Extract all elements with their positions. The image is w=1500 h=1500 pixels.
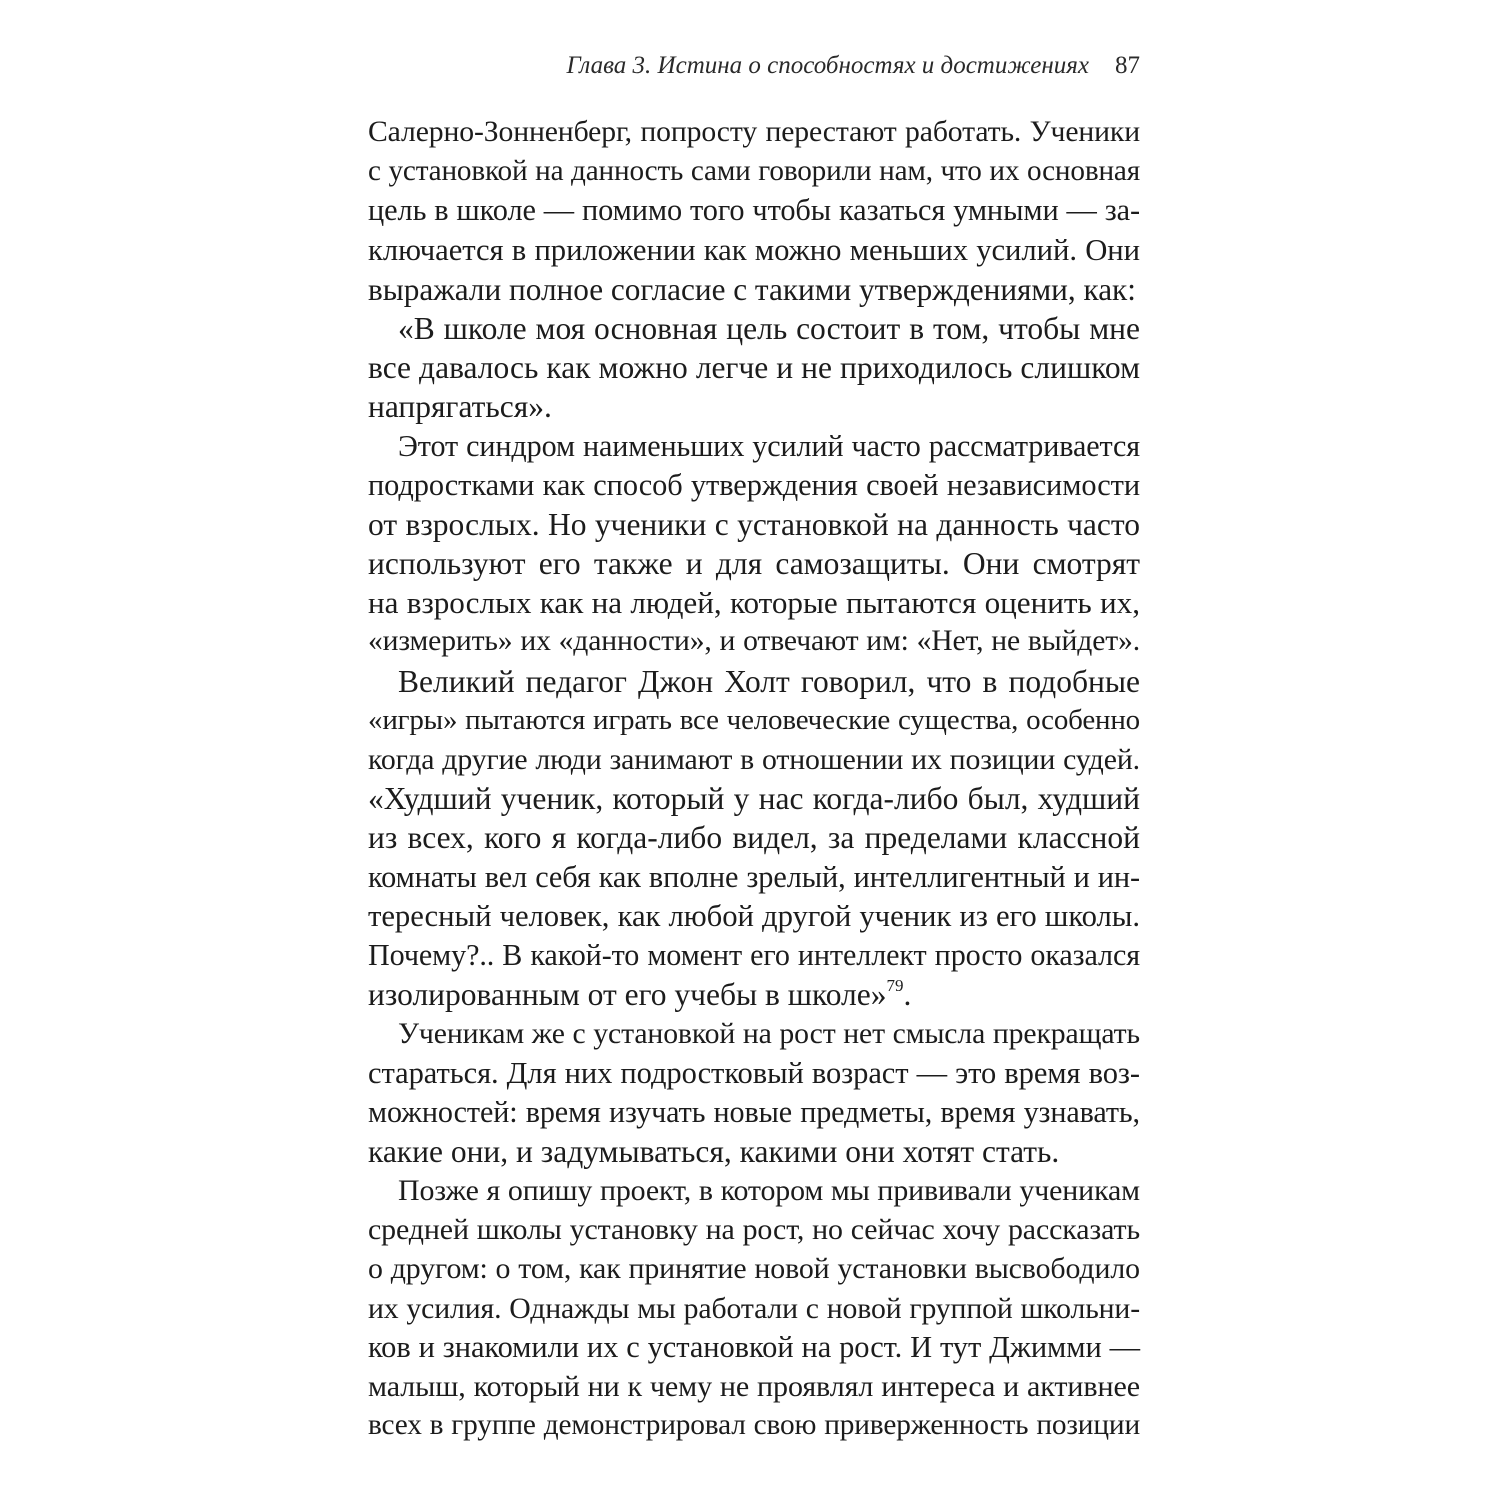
text-line: какие они, и задумываться, какими они хотят стать. [368,1133,1060,1169]
quote-line: «В школе моя основная цель состоит в том, чтобы мне [398,310,1140,346]
quote-line: все давалось как можно легче и не приходилось слишком [368,350,1140,386]
text-line: ков и знакомили их с установкой на рост. И тут Джимми — [368,1329,1140,1364]
page-number: 87 [1115,52,1140,79]
text-line: ключается в приложении как можно меньших усилий. Они [368,232,1140,267]
text-line: «измерить» их «данности», и отвечают им: «Нет, не выйдет». [368,625,1140,658]
text-line: Ученикам же с установкой на рост нет смысла прекращать [398,1017,1140,1051]
text-line: стараться. Для них подростковый возраст — это время воз- [368,1055,1140,1090]
running-header [360,52,1140,80]
text-line: средней школы установку на рост, но сейчас хочу рассказать [368,1213,1140,1247]
text-line: подростками как способ утверждения своей независимости [368,467,1140,502]
text-line: их усилия. Однажды мы работали с новой группой школьни- [368,1291,1140,1325]
text-line: выражали полное согласие с такими утверждениями, как: [368,271,1136,307]
text-line: о другом: о том, как принятие новой установки высвободило [368,1252,1140,1286]
footnote-ref[interactable]: 79 [886,976,904,996]
text-line: всех в группе демонстрировал свою приверженность позиции [368,1409,1140,1442]
text-line: Этот синдром наименьших усилий часто рассматривается [398,428,1140,463]
quote-line: напрягаться». [368,389,552,425]
text-line: используют его также и для самозащиты. Они смотрят [368,546,1140,582]
text-line: Великий педагог Джон Холт говорил, что в подобные [398,663,1140,699]
text-line: с установкой на данность сами говорили нам, что их основная [368,155,1140,188]
footnote-tail: . [903,977,912,1013]
text-line: «игры» пытаются играть все человеческие существа, особенно [368,703,1140,736]
text-line: изолированным от его учебы в школе» [368,977,887,1013]
text-line: Почему?.. В какой-то момент его интеллект просто оказался [368,937,1140,972]
text-line: тересный человек, как любой другой ученик из его школы. [368,898,1140,933]
text-line: от взрослых. Но ученики с установкой на данность часто [368,506,1140,542]
text-line: на взрослых как на людей, которые пытаются оценить их, [368,585,1140,621]
text-line: цель в школе — помимо того чтобы казаться умными — за- [368,193,1140,228]
text-line: малыш, который ни к чему не проявлял интереса и активнее [368,1369,1140,1403]
text-line: можностей: время изучать новые предметы, время узнавать, [368,1094,1140,1129]
text-line: когда другие люди занимают в отношении их позиции судей. [368,743,1140,776]
text-line: комнаты вел себя как вполне зрелый, интеллигентный и ин- [368,859,1140,894]
body-text [368,113,1140,1445]
text-line: Салерно-Зонненберг, попросту перестают работать. Ученики [368,116,1140,148]
text-line-with-footnote [368,975,1140,1014]
text-line: Позже я опишу проект, в котором мы прививали ученикам [398,1174,1140,1208]
chapter-title: Глава 3. Истина о способностях и достижениях [566,52,1089,79]
text-line: из всех, кого я когда-либо видел, за пределами классной [368,820,1140,856]
text-line: «Худший ученик, который у нас когда-либо был, худший [368,781,1140,817]
